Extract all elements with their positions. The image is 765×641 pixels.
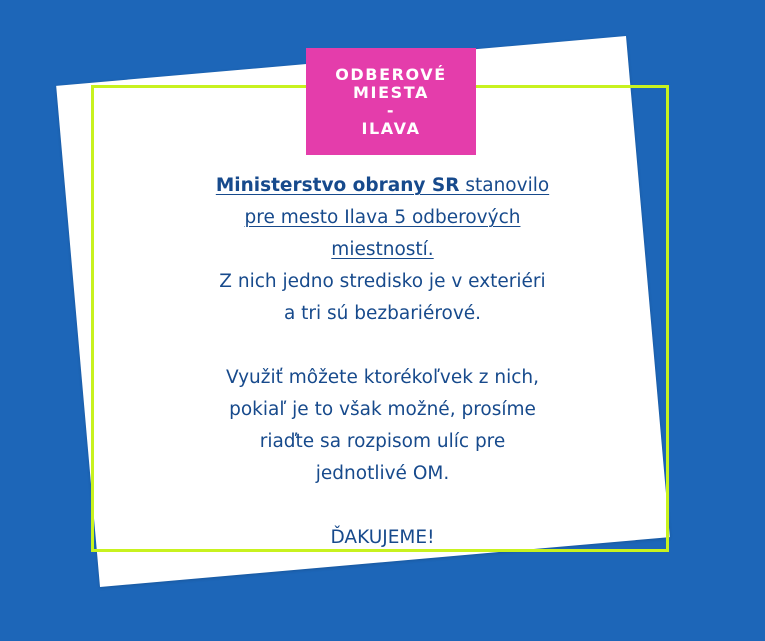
paragraph-1-line-2: a tri sú bezbariérové.	[283, 303, 482, 324]
link-line-2[interactable]	[150, 202, 615, 234]
link-text-2[interactable]: pre mesto Ilava 5 odberových	[244, 207, 521, 228]
paragraph-2-line-2: pokiaľ je to však možné, prosíme	[229, 399, 536, 420]
ministry-link[interactable]	[216, 175, 549, 196]
badge-line-2: MIESTA	[353, 82, 429, 102]
thanks-text: ĎAKUJEME!	[330, 527, 435, 548]
paragraph-2-line-4: jednotlivé OM.	[315, 463, 450, 484]
ministry-name[interactable]: Ministerstvo obrany SR	[215, 175, 460, 196]
paragraph-1-line-1: Z nich jedno stredisko je v exteriéri	[219, 271, 546, 292]
paragraph-2-line-3: riaďte sa rozpisom ulíc pre	[259, 431, 506, 452]
paragraph-2-line-1: Využiť môžete ktorékoľvek z nich,	[225, 367, 540, 388]
main-text	[150, 170, 615, 554]
title-badge	[306, 48, 476, 155]
badge-line-3: -	[386, 100, 396, 120]
link-text-1[interactable]: stanovilo	[459, 175, 550, 196]
spacer	[150, 330, 615, 362]
link-text-3[interactable]: miestností.	[331, 239, 434, 260]
badge-line-4: ILAVA	[361, 118, 421, 138]
link-line-3[interactable]	[150, 234, 615, 266]
badge-line-1: ODBEROVÉ	[335, 64, 447, 84]
spacer	[150, 490, 615, 522]
link-line-1[interactable]	[150, 170, 615, 202]
